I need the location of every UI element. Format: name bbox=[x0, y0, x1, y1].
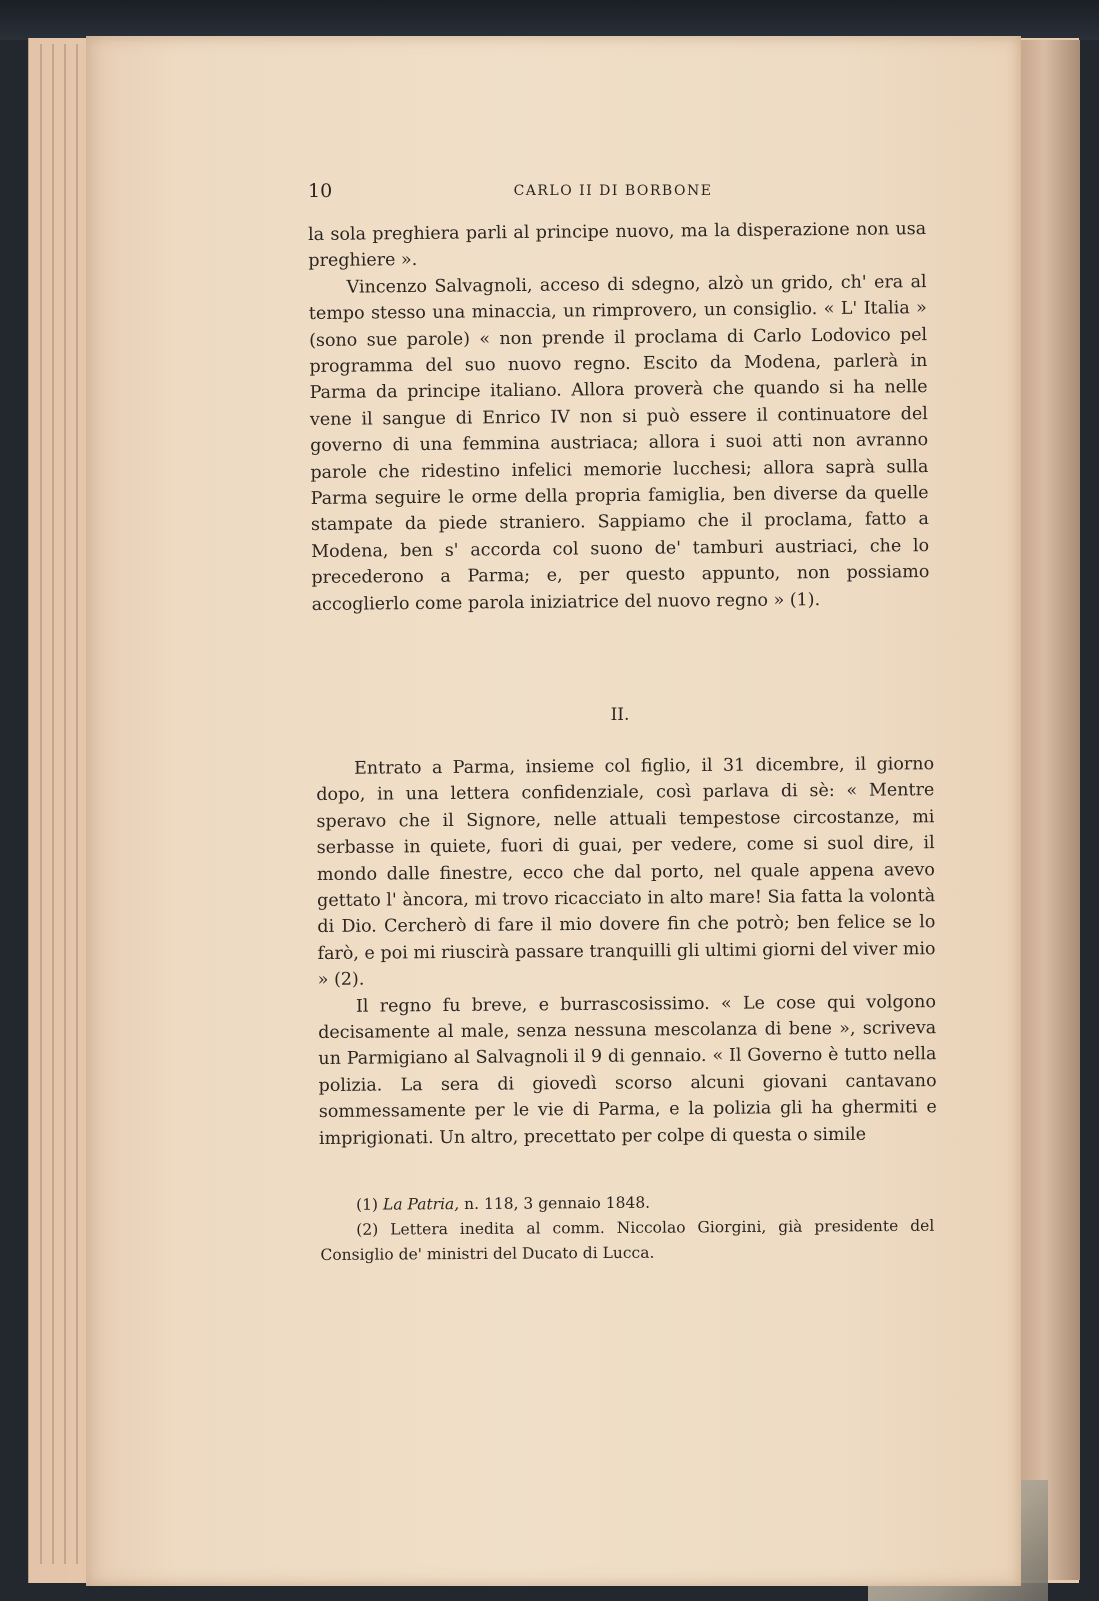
footnote-2 bbox=[320, 1214, 934, 1268]
paragraph: Il regno fu breve, e burrascosissimo. « Le cose qui volgono decisamente al male, senza nessuna mescolanza di bene », scriveva un Parmigiano al Salvagnoli il 9 di gennaio. « Il Governo è tutto nella polizia. La sera di giovedì scorso alcuni giovani cantavano sommessamente per le vie di Parma, e la polizia gli ha ghermiti e imprigionati. Un altro, precettato per colpe di questa o simile bbox=[318, 991, 937, 1149]
body-text-bottom bbox=[316, 751, 937, 1152]
section-heading: II. bbox=[610, 705, 630, 725]
page-edge bbox=[76, 44, 78, 1564]
page-fold-shadow bbox=[1020, 40, 1080, 1580]
paragraph: la sola preghiera parli al principe nuovo, ma la disperazione non usa preghiere ». bbox=[308, 219, 927, 272]
page-edge bbox=[52, 44, 54, 1564]
paragraph: Vincenzo Salvagnoli, acceso di sdegno, alzò un grido, ch' era al tempo stesso una minaccia, un rimprovero, un consiglio. « L' Italia » (sono sue parole) « non prende il proclama di Carlo Lodovico pel programma del suo nuovo regno. Escito da Modena, parlerà in Parma da principe italiano. Allora proverà che quando si ha nelle vene il sangue di Enrico IV non si può essere il continuatore del governo di una femmina austriaca; allora i suoi atti non avranno parole che ridestino infelici memorie lucchesi; allora saprà sulla Parma seguire le orme della propria famiglia, ben diverse da quelle stampate da piede straniero. Sappiamo che il proclama, fatto a Modena, ben s' accorda col suono de' tamburi austriaci, che lo precederono a Parma; e, per questo appunto, non possiamo accoglierlo come parola iniziatrice del nuovo regno » (1). bbox=[308, 271, 930, 615]
page-edge bbox=[64, 44, 66, 1564]
body-text-top bbox=[308, 216, 930, 618]
page-edge bbox=[40, 44, 42, 1564]
footnote-text: Lettera inedita al comm. Niccolao Giorgini, già presidente del Consiglio de' ministri del Ducato di Lucca. bbox=[320, 1216, 935, 1264]
page-number: 10 bbox=[308, 180, 333, 202]
running-header bbox=[308, 180, 918, 204]
footnote-marker: (2) bbox=[356, 1220, 379, 1239]
running-title: CARLO II DI BORBONE bbox=[513, 183, 713, 199]
footnote-source-title: La Patria, bbox=[382, 1195, 460, 1214]
footnote-marker: (1) bbox=[356, 1195, 379, 1214]
paragraph: Entrato a Parma, insieme col figlio, il 31 dicembre, il giorno dopo, in una lettera confidenziale, così parlava di sè: « Mentre speravo che il Signore, nelle attuali tempestose circostanze, mi serbasse in quiete, fuori di guai, per vedere, come si suol dire, il mondo dalle finestre, ecco che dal porto, nel quale appena avevo gettato l' àncora, mi trovo ricacciato in alto mare! Sia fatta la volontà di Dio. Cercherò di fare il mio dovere fin che potrò; ben felice se lo farò, e poi mi riuscirà passare tranquilli gli ultimi giorni del viver mio » (2). bbox=[316, 754, 936, 991]
footnote-text: n. 118, 3 gennaio 1848. bbox=[464, 1193, 651, 1213]
footnotes bbox=[320, 1189, 935, 1268]
scan-background bbox=[0, 0, 1099, 40]
